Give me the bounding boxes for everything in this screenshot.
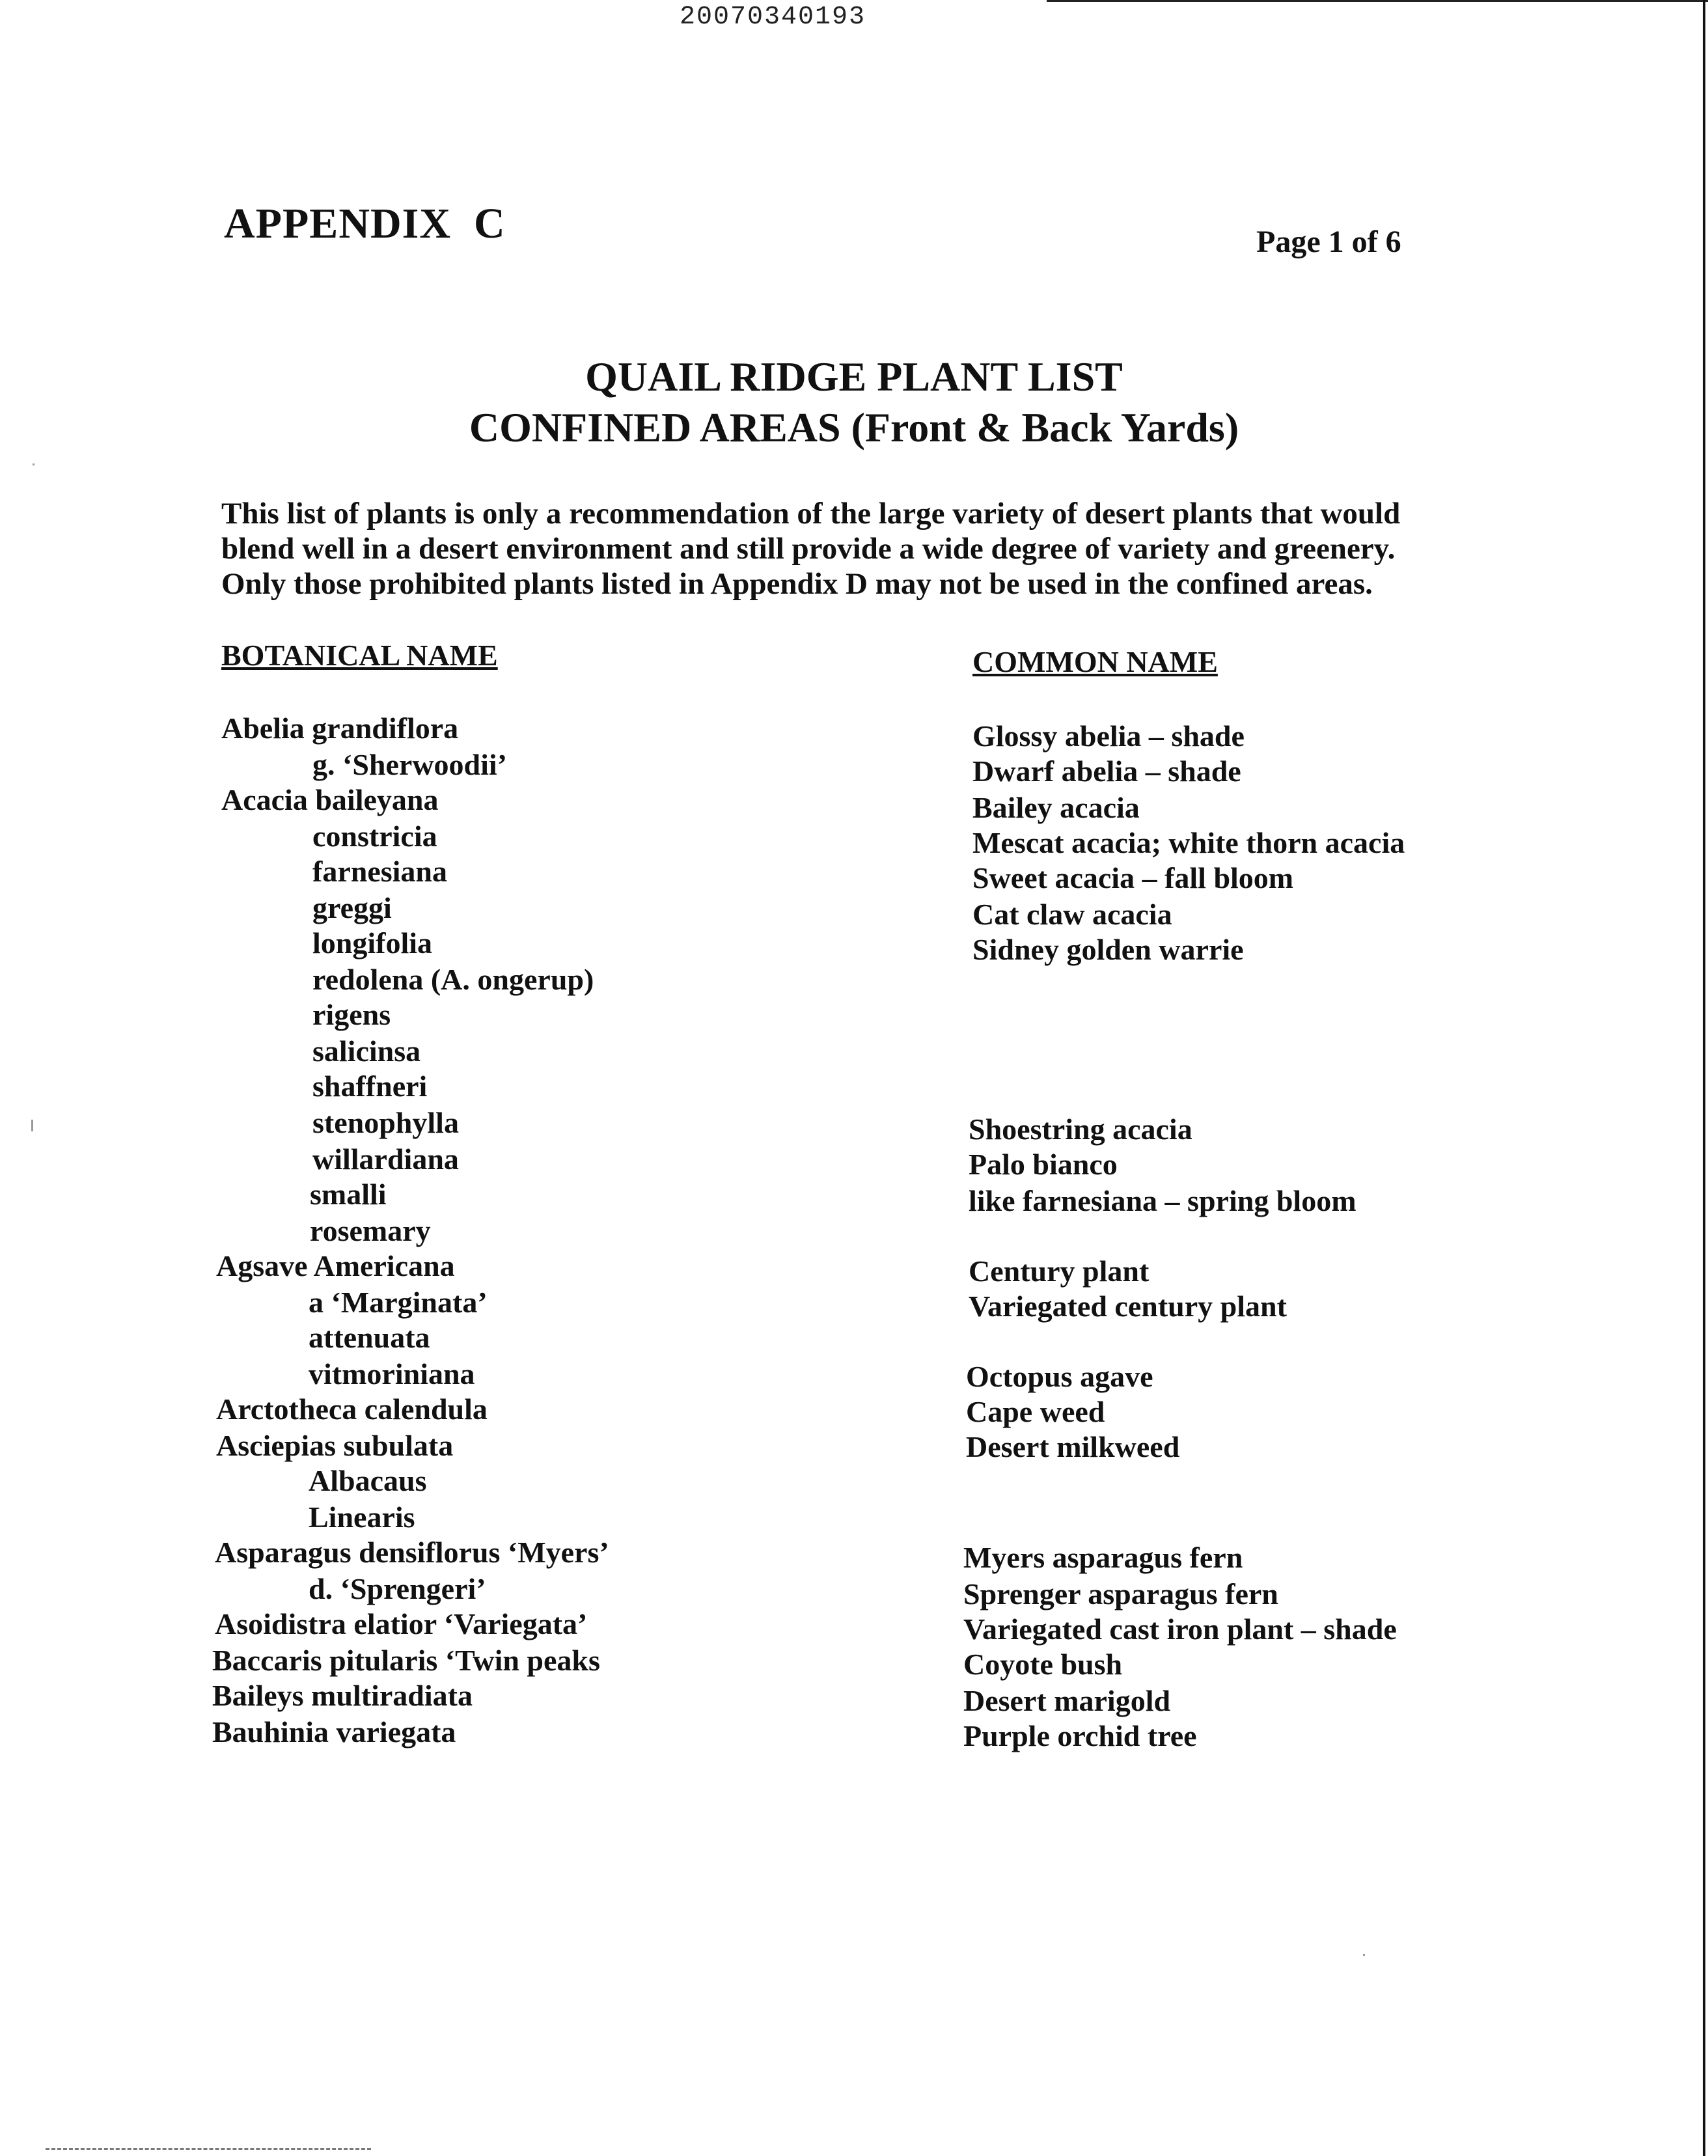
botanical-name: g. ‘Sherwoodii’ [312,748,507,781]
top-edge-rule [1047,0,1708,2]
botanical-name: greggi [312,891,392,924]
botanical-name-header: BOTANICAL NAME [221,639,498,672]
appendix-heading: APPENDIX C [224,200,506,247]
common-name: Sidney golden warrie [972,933,1244,966]
botanical-name: Baccaris pitularis ‘Twin peaks [212,1644,600,1677]
botanical-name: constricia [312,820,437,853]
common-name: Cape weed [966,1395,1105,1428]
common-name: Myers asparagus fern [963,1541,1243,1574]
common-name: Octopus agave [966,1360,1153,1393]
intro-paragraph [221,496,1497,601]
botanical-name: attenuata [309,1321,430,1354]
common-name: Desert marigold [963,1684,1171,1717]
common-name: Dwarf abelia – shade [972,754,1241,788]
common-name: Sweet acacia – fall bloom [972,861,1294,894]
botanical-name: a ‘Marginata’ [309,1286,488,1319]
botanical-name: Asciepias subulata [216,1429,454,1462]
botanical-name: Arctotheca calendula [216,1392,488,1426]
botanical-name: Asparagus densiflorus ‘Myers’ [215,1536,609,1569]
bottom-scan-marks [46,2148,371,2152]
common-name: Cat claw acacia [972,898,1172,931]
botanical-name: Linearis [309,1500,415,1534]
common-name: Variegated cast iron plant – shade [963,1612,1397,1646]
botanical-name: Bauhinia variegata [212,1715,456,1748]
intro-line: This list of plants is only a recommendation of the large variety of desert plants that would [221,497,1401,531]
botanical-name: Asoidistra elatior ‘Variegata’ [215,1607,588,1640]
scan-speck [31,1120,33,1131]
intro-line: Only those prohibited plants listed in Appendix D may not be used in the confined areas. [221,567,1373,601]
botanical-name: redolena (A. ongerup) [312,963,594,996]
page-number: Page 1 of 6 [1256,225,1401,259]
botanical-name: d. ‘Sprengeri’ [309,1572,486,1605]
botanical-name: rosemary [310,1214,431,1247]
scan-speck [33,463,34,465]
botanical-name: smalli [310,1178,387,1211]
right-edge-rule [1703,0,1705,2156]
common-name: Bailey acacia [972,791,1140,824]
document-title: QUAIL RIDGE PLANT LIST [585,353,1123,400]
botanical-name: farnesiana [312,855,447,888]
botanical-name: Baileys multiradiata [212,1679,473,1712]
document-subtitle: CONFINED AREAS (Front & Back Yards) [469,404,1239,450]
common-name: Desert milkweed [966,1430,1180,1463]
common-name: Century plant [969,1254,1150,1288]
botanical-name: Albacaus [309,1464,427,1497]
common-name: Glossy abelia – shade [972,719,1245,753]
common-name: Mescat acacia; white thorn acacia [972,826,1405,859]
botanical-name: shaffneri [312,1070,428,1103]
botanical-name: salicinsa [312,1034,421,1068]
botanical-name: Abelia grandiflora [221,712,459,745]
common-name: Palo bianco [969,1148,1118,1181]
common-name: like farnesiana – spring bloom [969,1184,1357,1217]
scan-speck [1363,1954,1365,1956]
botanical-name: vitmoriniana [309,1357,475,1390]
botanical-name: Acacia baileyana [221,783,439,816]
common-name: Coyote bush [963,1648,1123,1681]
common-name: Variegated century plant [969,1290,1287,1323]
botanical-name: willardiana [312,1142,459,1176]
botanical-name: Agsave Americana [216,1249,455,1282]
botanical-name: stenophylla [312,1106,459,1139]
botanical-name: longifolia [312,926,433,960]
document-number: 20070340193 [680,3,866,32]
common-name: Sprenger asparagus fern [963,1577,1278,1610]
common-name-header: COMMON NAME [972,645,1218,678]
common-name: Purple orchid tree [963,1719,1197,1752]
botanical-name: rigens [312,998,391,1031]
common-name: Shoestring acacia [969,1113,1192,1146]
intro-line: blend well in a desert environment and still provide a wide degree of variety and greenery. [221,532,1396,566]
